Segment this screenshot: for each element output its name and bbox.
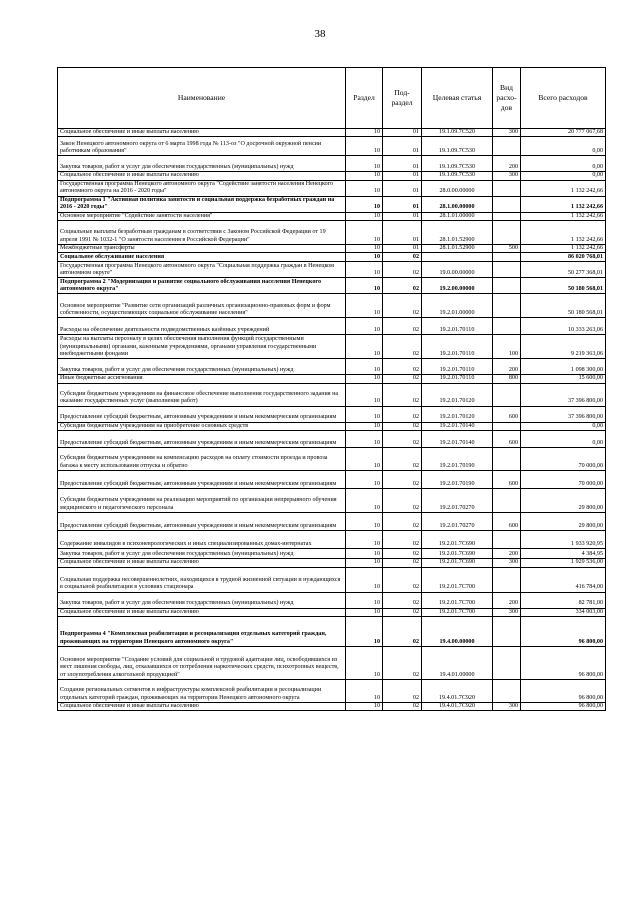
row-section: 10 <box>346 559 383 567</box>
table-row <box>58 156 606 172</box>
row-target: 19.1.09.7С530 <box>422 172 493 180</box>
header-section: Раздел <box>346 68 383 129</box>
row-total: 0,00 <box>521 172 606 180</box>
row-target: 19.2.01.70190 <box>422 448 493 471</box>
row-subsection: 02 <box>383 448 422 471</box>
table-row <box>58 680 606 703</box>
row-name: Государственная программа Ненецкого автономного округа "Содействие занятости населения Ненецкого автономного округа на 2016 - 2020 годы" <box>58 180 346 196</box>
table-row <box>58 245 606 253</box>
table-row <box>58 375 606 383</box>
row-section: 10 <box>346 383 383 406</box>
row-target: 19.2.01.70120 <box>422 406 493 422</box>
row-expense-type <box>493 137 521 156</box>
row-expense-type <box>493 180 521 196</box>
row-total: 82 781,00 <box>521 592 606 608</box>
row-name: Создание региональных сегментов в инфраструктуры комплексной реабилитации и ресоциализации отдельных категорий граждан, проживающих на территории Ненецкого автономного округа <box>58 680 346 703</box>
row-expense-type <box>493 278 521 294</box>
row-total: 9 219 363,06 <box>521 335 606 359</box>
row-section: 10 <box>346 422 383 430</box>
row-total: 1 132 242,66 <box>521 196 606 212</box>
row-target: 19.1.09.7С520 <box>422 129 493 137</box>
row-total: 1 132 242,66 <box>521 221 606 245</box>
row-name: Предоставление субсидий бюджетным, автономным учреждениям и иным некоммерческим организациям <box>58 406 346 422</box>
row-name: Предоставление субсидий бюджетным, автономным учреждениям и иным некоммерческим организациям <box>58 471 346 489</box>
row-section: 10 <box>346 262 383 278</box>
table-row <box>58 617 606 647</box>
row-expense-type: 300 <box>493 559 521 567</box>
table-row <box>58 422 606 430</box>
row-expense-type <box>493 253 521 262</box>
header-name: Наименование <box>58 68 346 129</box>
row-expense-type: 600 <box>493 471 521 489</box>
table-row <box>58 489 606 513</box>
table-row <box>58 137 606 156</box>
row-section: 10 <box>346 680 383 703</box>
row-target: 19.4.00.00000 <box>422 617 493 647</box>
table-row <box>58 196 606 212</box>
row-total: 1 132 242,66 <box>521 212 606 220</box>
row-section: 10 <box>346 513 383 531</box>
row-subsection: 02 <box>383 318 422 335</box>
row-name: Основное мероприятие "Развитие сети организаций различных организационно-правовых форм и форм собственности, осуществляющих социальное обслуживание населения" <box>58 294 346 318</box>
table-row <box>58 471 606 489</box>
row-expense-type: 500 <box>493 245 521 253</box>
row-total: 416 784,00 <box>521 567 606 592</box>
row-subsection: 02 <box>383 422 422 430</box>
row-name: Социальная поддержка несовершеннолетних, находящихся в трудной жизненной ситуации и нуждающихся в социальной реабилитации в условиях стационара <box>58 567 346 592</box>
row-section: 10 <box>346 549 383 559</box>
row-subsection: 02 <box>383 703 422 711</box>
row-name: Основное мероприятие "Создание условий для социальной и трудовой адаптации лиц, освободившихся из мест лишения свободы, лиц, отказавшихся от потребления наркотических средств, психотропных веществ, от злоупотребления алкогольной продукцией" <box>58 647 346 680</box>
row-total: 0,00 <box>521 422 606 430</box>
table-row <box>58 262 606 278</box>
row-total: 70 000,00 <box>521 471 606 489</box>
row-expense-type: 100 <box>493 335 521 359</box>
row-name: Иные бюджетные ассигнования <box>58 375 346 383</box>
row-section: 10 <box>346 617 383 647</box>
row-target: 28.0.00.00000 <box>422 180 493 196</box>
row-target: 19.2.00.00000 <box>422 278 493 294</box>
row-expense-type: 600 <box>493 513 521 531</box>
row-section: 10 <box>346 567 383 592</box>
row-section: 10 <box>346 359 383 375</box>
row-subsection: 01 <box>383 212 422 220</box>
table-body <box>58 129 606 711</box>
row-subsection: 01 <box>383 129 422 137</box>
row-name: Предоставление субсидий бюджетным, автономным учреждениям и иным некоммерческим организациям <box>58 431 346 448</box>
row-section: 10 <box>346 406 383 422</box>
row-name: Межбюджетные трансферты <box>58 245 346 253</box>
row-target: 19.2.01.70110 <box>422 335 493 359</box>
row-total: 96 800,00 <box>521 703 606 711</box>
row-target: 19.2.01.70120 <box>422 383 493 406</box>
row-expense-type: 200 <box>493 592 521 608</box>
row-total: 37 396 800,00 <box>521 383 606 406</box>
row-expense-type <box>493 448 521 471</box>
page-number: 38 <box>314 28 326 40</box>
row-subsection: 01 <box>383 172 422 180</box>
row-name: Расходы на обеспечение деятельности подведомственных казённых учреждений <box>58 318 346 335</box>
table-row <box>58 129 606 137</box>
row-target: 28.1.01.52900 <box>422 245 493 253</box>
row-subsection: 02 <box>383 375 422 383</box>
row-target <box>422 253 493 262</box>
table-row <box>58 406 606 422</box>
row-name: Субсидии бюджетным учреждениям на компенсацию расходов на оплату стоимости проезда и провоза багажа к месту использования отпуска и обратно <box>58 448 346 471</box>
row-expense-type: 800 <box>493 375 521 383</box>
row-total: 10 333 263,06 <box>521 318 606 335</box>
row-name: Подпрограмма 4 "Комплексная реабилитация и ресоциализация отдельных категорий граждан, проживающих на территории Ненецкого автономного округа" <box>58 617 346 647</box>
table-row <box>58 549 606 559</box>
row-total: 86 020 768,01 <box>521 253 606 262</box>
row-subsection: 02 <box>383 406 422 422</box>
row-subsection: 02 <box>383 335 422 359</box>
row-section: 10 <box>346 431 383 448</box>
row-total: 0,00 <box>521 431 606 448</box>
table-row <box>58 559 606 567</box>
row-total: 29 800,00 <box>521 489 606 513</box>
row-target: 19.4.01.7С920 <box>422 703 493 711</box>
row-section: 10 <box>346 221 383 245</box>
row-expense-type <box>493 531 521 549</box>
row-target: 19.2.01.70140 <box>422 422 493 430</box>
row-total: 1 132 242,66 <box>521 245 606 253</box>
row-target: 28.1.00.00000 <box>422 196 493 212</box>
row-subsection: 01 <box>383 245 422 253</box>
table-row <box>58 172 606 180</box>
row-name: Социальное обеспечение и иные выплаты населению <box>58 559 346 567</box>
row-subsection: 01 <box>383 156 422 172</box>
table-row <box>58 567 606 592</box>
row-section: 10 <box>346 531 383 549</box>
row-subsection: 01 <box>383 137 422 156</box>
table-row <box>58 335 606 359</box>
row-expense-type: 200 <box>493 549 521 559</box>
table-row <box>58 212 606 220</box>
row-expense-type <box>493 680 521 703</box>
row-expense-type: 300 <box>493 703 521 711</box>
row-target: 19.2.01.70270 <box>422 513 493 531</box>
row-target: 19.4.01.7С920 <box>422 680 493 703</box>
row-total: 0,00 <box>521 137 606 156</box>
row-subsection: 02 <box>383 359 422 375</box>
row-expense-type <box>493 383 521 406</box>
row-expense-type: 300 <box>493 608 521 616</box>
row-name: Содержание инвалидов в психоневрологических и иных специализированных домах-интернатах <box>58 531 346 549</box>
row-subsection: 02 <box>383 647 422 680</box>
row-name: Закупка товаров, работ и услуг для обеспечения государственных (муниципальных) нужд <box>58 359 346 375</box>
row-subsection: 02 <box>383 383 422 406</box>
row-expense-type <box>493 422 521 430</box>
table-row <box>58 278 606 294</box>
row-total: 1 098 300,00 <box>521 359 606 375</box>
table-row <box>58 383 606 406</box>
row-expense-type: 300 <box>493 129 521 137</box>
table-row <box>58 180 606 196</box>
row-name: Закупка товаров, работ и услуг для обеспечения государственных (муниципальных) нужд <box>58 549 346 559</box>
row-expense-type <box>493 567 521 592</box>
row-section: 10 <box>346 196 383 212</box>
row-expense-type: 600 <box>493 431 521 448</box>
row-target: 28.1.01.00000 <box>422 212 493 220</box>
row-expense-type <box>493 294 521 318</box>
row-subsection: 01 <box>383 180 422 196</box>
row-subsection: 02 <box>383 567 422 592</box>
row-section: 10 <box>346 375 383 383</box>
row-target: 19.4.01.00000 <box>422 647 493 680</box>
row-total: 4 384,95 <box>521 549 606 559</box>
row-name: Закупка товаров, работ и услуг для обеспечения государственных (муниципальных) нужд <box>58 156 346 172</box>
row-expense-type <box>493 617 521 647</box>
table-row <box>58 448 606 471</box>
row-total: 1 929 536,00 <box>521 559 606 567</box>
header-expense-type: Вид расхо-дов <box>493 68 521 129</box>
row-subsection: 02 <box>383 592 422 608</box>
row-name: Социальное обеспечение и иные выплаты населению <box>58 172 346 180</box>
row-total: 1 933 920,95 <box>521 531 606 549</box>
table-header-row <box>58 68 606 129</box>
row-total: 0,00 <box>521 156 606 172</box>
row-total: 50 180 568,01 <box>521 294 606 318</box>
row-name: Субсидии бюджетным учреждениям на приобретение основных средств <box>58 422 346 430</box>
row-target: 19.2.01.70270 <box>422 489 493 513</box>
row-total: 96 800,00 <box>521 617 606 647</box>
row-section: 10 <box>346 129 383 137</box>
row-expense-type: 200 <box>493 359 521 375</box>
row-target: 19.1.09.7С530 <box>422 156 493 172</box>
row-name: Расходы на выплаты персоналу в целях обеспечения выполнения функций государственными (муниципальными) органами, казенными учреждениями, органами управления государственными внебюджетными фондами <box>58 335 346 359</box>
row-section: 10 <box>346 608 383 616</box>
row-target: 19.2.01.00000 <box>422 294 493 318</box>
row-section: 10 <box>346 318 383 335</box>
row-subsection: 02 <box>383 278 422 294</box>
row-subsection: 02 <box>383 471 422 489</box>
row-expense-type <box>493 262 521 278</box>
row-section: 10 <box>346 278 383 294</box>
row-subsection: 02 <box>383 431 422 448</box>
row-section: 10 <box>346 156 383 172</box>
table-row <box>58 513 606 531</box>
row-name: Социальное обеспечение и иные выплаты населению <box>58 703 346 711</box>
row-target: 19.2.01.7С690 <box>422 549 493 559</box>
row-target: 19.2.01.7С700 <box>422 608 493 616</box>
row-section: 10 <box>346 592 383 608</box>
row-subsection: 02 <box>383 489 422 513</box>
row-section: 10 <box>346 471 383 489</box>
row-subsection: 02 <box>383 531 422 549</box>
row-section: 10 <box>346 647 383 680</box>
row-expense-type: 300 <box>493 172 521 180</box>
table-row <box>58 431 606 448</box>
header-target: Целевая статья <box>422 68 493 129</box>
header-total: Всего расходов <box>521 68 606 129</box>
row-total: 50 277 368,01 <box>521 262 606 278</box>
table-row <box>58 294 606 318</box>
row-subsection: 01 <box>383 221 422 245</box>
row-subsection: 02 <box>383 559 422 567</box>
row-name: Подпрограмма 2 "Модернизация и развитие социального обслуживания населения Ненецкого автономного округа" <box>58 278 346 294</box>
row-section: 10 <box>346 253 383 262</box>
row-expense-type: 200 <box>493 156 521 172</box>
row-subsection: 02 <box>383 513 422 531</box>
row-expense-type <box>493 318 521 335</box>
row-target: 19.2.01.7С690 <box>422 559 493 567</box>
row-name: Социальные выплаты безработным гражданам в соответствии с Законом Российской Федерации от 19 апреля 1991 № 1032-1 "О занятости населения в Российской Федерации" <box>58 221 346 245</box>
row-subsection: 02 <box>383 294 422 318</box>
row-section: 10 <box>346 180 383 196</box>
row-name: Закупка товаров, работ и услуг для обеспечения государственных (муниципальных) нужд <box>58 592 346 608</box>
row-target: 19.2.01.7С700 <box>422 592 493 608</box>
row-target: 19.2.01.70190 <box>422 471 493 489</box>
row-name: Предоставление субсидий бюджетным, автономным учреждениям и иным некоммерческим организациям <box>58 513 346 531</box>
row-subsection: 01 <box>383 196 422 212</box>
row-section: 10 <box>346 245 383 253</box>
row-section: 10 <box>346 294 383 318</box>
table-row <box>58 221 606 245</box>
row-name: Социальное обеспечение и иные выплаты населению <box>58 608 346 616</box>
row-total: 1 132 242,66 <box>521 180 606 196</box>
row-section: 10 <box>346 448 383 471</box>
row-subsection: 02 <box>383 262 422 278</box>
row-total: 96 800,00 <box>521 647 606 680</box>
table-row <box>58 359 606 375</box>
row-expense-type <box>493 647 521 680</box>
row-section: 10 <box>346 335 383 359</box>
table-row <box>58 318 606 335</box>
row-target: 19.2.01.7С700 <box>422 567 493 592</box>
row-subsection: 02 <box>383 608 422 616</box>
row-total: 96 800,00 <box>521 680 606 703</box>
row-section: 10 <box>346 212 383 220</box>
row-name: Закон Ненецкого автономного округа от 6 марта 1998 года № 113-оз "О досрочной окружной пенсии работникам образования" <box>58 137 346 156</box>
row-target: 19.2.01.70110 <box>422 318 493 335</box>
row-section: 10 <box>346 172 383 180</box>
table-row <box>58 608 606 616</box>
row-section: 10 <box>346 137 383 156</box>
row-total: 37 396 800,00 <box>521 406 606 422</box>
row-target: 19.2.01.70110 <box>422 359 493 375</box>
row-section: 10 <box>346 489 383 513</box>
row-total: 29 800,00 <box>521 513 606 531</box>
table-row <box>58 592 606 608</box>
header-subsection: Под-раздел <box>383 68 422 129</box>
row-name: Субсидии бюджетным учреждениям на финансовое обеспечение выполнения государственного задания на оказание государственных услуг (выполнение работ) <box>58 383 346 406</box>
row-section: 10 <box>346 703 383 711</box>
row-subsection: 02 <box>383 549 422 559</box>
row-expense-type <box>493 212 521 220</box>
row-total: 20 777 067,68 <box>521 129 606 137</box>
row-name: Социальное обеспечение и иные выплаты населению <box>58 129 346 137</box>
table-row <box>58 703 606 711</box>
row-expense-type <box>493 196 521 212</box>
row-total: 70 000,00 <box>521 448 606 471</box>
row-subsection: 02 <box>383 253 422 262</box>
row-expense-type: 600 <box>493 406 521 422</box>
row-name: Основное мероприятие "Содействие занятости населения" <box>58 212 346 220</box>
row-target: 19.2.01.70110 <box>422 375 493 383</box>
row-target: 19.2.01.70140 <box>422 431 493 448</box>
row-name: Субсидии бюджетным учреждениям на реализацию мероприятий по организации непрерывного обучения медицинского и педагогического персонала <box>58 489 346 513</box>
table-row <box>58 253 606 262</box>
row-expense-type <box>493 489 521 513</box>
row-total: 50 180 568,01 <box>521 278 606 294</box>
budget-table <box>57 67 606 711</box>
table-row <box>58 647 606 680</box>
row-target: 19.2.01.7С690 <box>422 531 493 549</box>
row-subsection: 02 <box>383 680 422 703</box>
row-expense-type <box>493 221 521 245</box>
table-row <box>58 531 606 549</box>
row-name: Социальное обслуживание населения <box>58 253 346 262</box>
row-name: Государственная программа Ненецкого автономного округа "Социальная поддержка граждан в Ненецком автономном округе" <box>58 262 346 278</box>
row-total: 15 600,00 <box>521 375 606 383</box>
row-target: 28.1.01.52900 <box>422 221 493 245</box>
row-subsection: 02 <box>383 617 422 647</box>
row-total: 334 003,00 <box>521 608 606 616</box>
row-target: 19.0.00.00000 <box>422 262 493 278</box>
row-name: Подпрограмма 1 "Активная политика занятости и социальная поддержка безработных граждан на 2016 - 2020 годы" <box>58 196 346 212</box>
row-target: 19.1.09.7С530 <box>422 137 493 156</box>
